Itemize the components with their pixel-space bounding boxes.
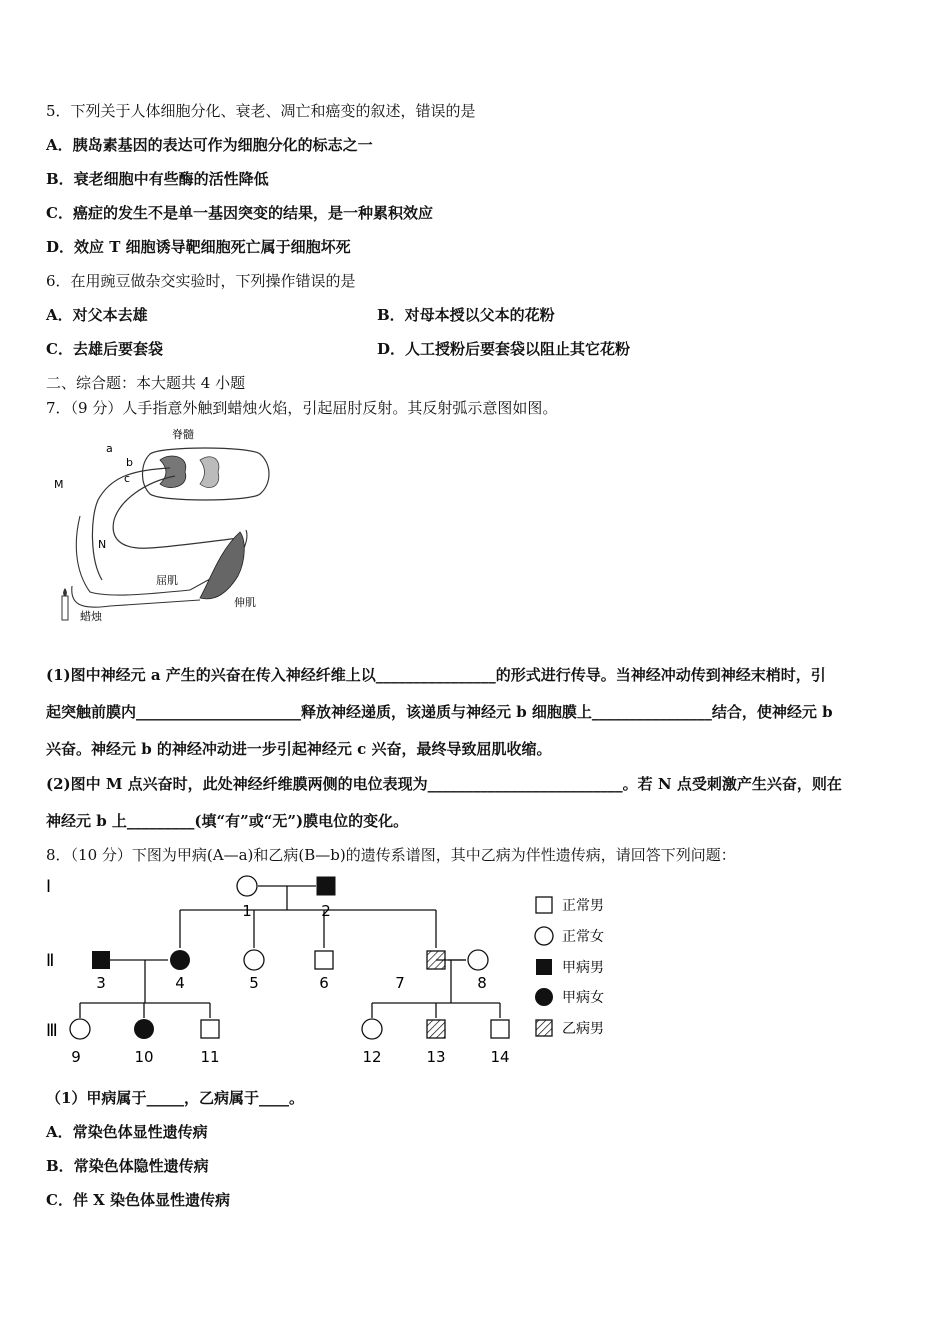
q7-stem: 7．（9 分）人手指意外触到蜡烛火焰，引起屈肘反射。其反射弧示意图如图。: [46, 399, 558, 417]
pedigree-person-1: [237, 876, 257, 896]
pedigree-id-13: 13: [426, 1048, 446, 1066]
pedigree-person-2: [317, 877, 335, 895]
pedigree-id-1: 1: [242, 902, 252, 920]
pedigree-person-4: [170, 950, 190, 970]
pedigree-person-3: [92, 951, 110, 969]
pedigree-person-8: [468, 950, 488, 970]
legend-a-male: 甲病男: [562, 960, 604, 976]
label-extensor: 伸肌: [234, 596, 256, 609]
pedigree-id-4: 4: [175, 974, 185, 992]
legend-a-female: 甲病女: [562, 990, 604, 1006]
label-b: b: [126, 456, 133, 469]
pedigree-id-9: 9: [71, 1048, 81, 1066]
q5-option-c: C．癌症的发生不是单一基因突变的结果，是一种累积效应: [46, 204, 433, 222]
label-spinal: 脊髓: [172, 428, 194, 441]
gen-label-I: Ⅰ: [46, 877, 52, 897]
pedigree-id-11: 11: [200, 1048, 220, 1066]
legend-normal-female: 正常女: [562, 929, 604, 945]
q6-option-d: D．人工授粉后要套袋以阻止其它花粉: [377, 340, 631, 358]
q8-sub1: （1）甲病属于_____，乙病属于____。: [46, 1089, 304, 1107]
pedigree-person-6: [315, 951, 333, 969]
q7-line-4: (2)图中 M 点兴奋时，此处神经纤维膜两侧的电位表现为__________________________。若 N 点受刺激产生兴奋，则在: [46, 775, 842, 793]
q7-line-5: 神经元 b 上_________(填“有”或“无”)膜电位的变化。: [46, 812, 409, 830]
gen-label-III: Ⅲ: [46, 1021, 58, 1041]
pedigree-person-10: [134, 1019, 154, 1039]
pedigree-person-12: [362, 1019, 382, 1039]
pedigree-person-7: [427, 951, 445, 969]
label-flexor: 屈肌: [156, 574, 178, 587]
q8-option-b: B．常染色体隐性遗传病: [46, 1157, 209, 1175]
label-candle: 蜡烛: [80, 610, 102, 623]
pedigree-id-10: 10: [134, 1048, 154, 1066]
reflex-arc-figure: [50, 420, 280, 632]
q5-option-a: A．胰岛素基因的表达可作为细胞分化的标志之一: [46, 136, 373, 154]
pedigree-person-13: [427, 1020, 445, 1038]
pedigree-person-5: [244, 950, 264, 970]
q7-line-3: 兴奋。神经元 b 的神经冲动进一步引起神经元 c 兴奋，最终导致屈肌收缩。: [46, 740, 552, 758]
q8-stem: 8．（10 分）下图为甲病(A—a)和乙病(B—b)的遗传系谱图，其中乙病为伴性遗传病，请回答下列问题：: [46, 846, 736, 864]
legend-a-female-symbol: [535, 988, 553, 1006]
label-c: c: [124, 472, 131, 485]
legend-normal-female-symbol: [535, 927, 553, 945]
q5-option-d: D．效应 T 细胞诱导靶细胞死亡属于细胞坏死: [46, 238, 351, 256]
section-heading: 二、综合题：本大题共 4 小题: [46, 374, 246, 392]
gen-label-II: Ⅱ: [46, 951, 55, 971]
q7-line-1: (1)图中神经元 a 产生的兴奋在传入神经纤维上以________________的形式进行传导。当神经冲动传到神经末梢时，引: [46, 666, 826, 684]
label-M: M: [54, 478, 64, 491]
legend-normal-male: 正常男: [562, 898, 604, 914]
pedigree-id-3: 3: [96, 974, 106, 992]
q5-option-b: B．衰老细胞中有些酶的活性降低: [46, 170, 269, 188]
pedigree-person-9: [70, 1019, 90, 1039]
pedigree-id-14: 14: [490, 1048, 510, 1066]
q8-option-a: A．常染色体显性遗传病: [46, 1123, 208, 1141]
pedigree-id-12: 12: [362, 1048, 382, 1066]
pedigree-person-11: [201, 1020, 219, 1038]
q6-option-b: B．对母本授以父本的花粉: [377, 306, 555, 324]
pedigree-id-5: 5: [249, 974, 259, 992]
q6-option-c: C．去雄后要套袋: [46, 340, 163, 358]
pedigree-chart: [40, 868, 640, 1073]
pedigree-id-2: 2: [321, 902, 331, 920]
legend-b-male: 乙病男: [562, 1021, 604, 1037]
pedigree-id-7: 7: [395, 974, 405, 992]
pedigree-id-6: 6: [319, 974, 329, 992]
q8-option-c: C．伴 X 染色体显性遗传病: [46, 1191, 231, 1209]
q5-stem: 5．下列关于人体细胞分化、衰老、凋亡和癌变的叙述，错误的是: [46, 102, 476, 120]
label-a: a: [106, 442, 113, 455]
legend-a-male-symbol: [536, 959, 552, 975]
q7-line-2: 起突触前膜内______________________释放神经递质，该递质与神经元 b 细胞膜上________________结合，使神经元 b: [46, 703, 833, 721]
pedigree-id-8: 8: [477, 974, 487, 992]
legend-normal-male-symbol: [536, 897, 552, 913]
q6-option-a: A．对父本去雄: [46, 306, 148, 324]
label-N: N: [98, 538, 107, 551]
pedigree-person-14: [491, 1020, 509, 1038]
q6-stem: 6．在用豌豆做杂交实验时，下列操作错误的是: [46, 272, 356, 290]
legend-b-male-symbol: [536, 1020, 552, 1036]
